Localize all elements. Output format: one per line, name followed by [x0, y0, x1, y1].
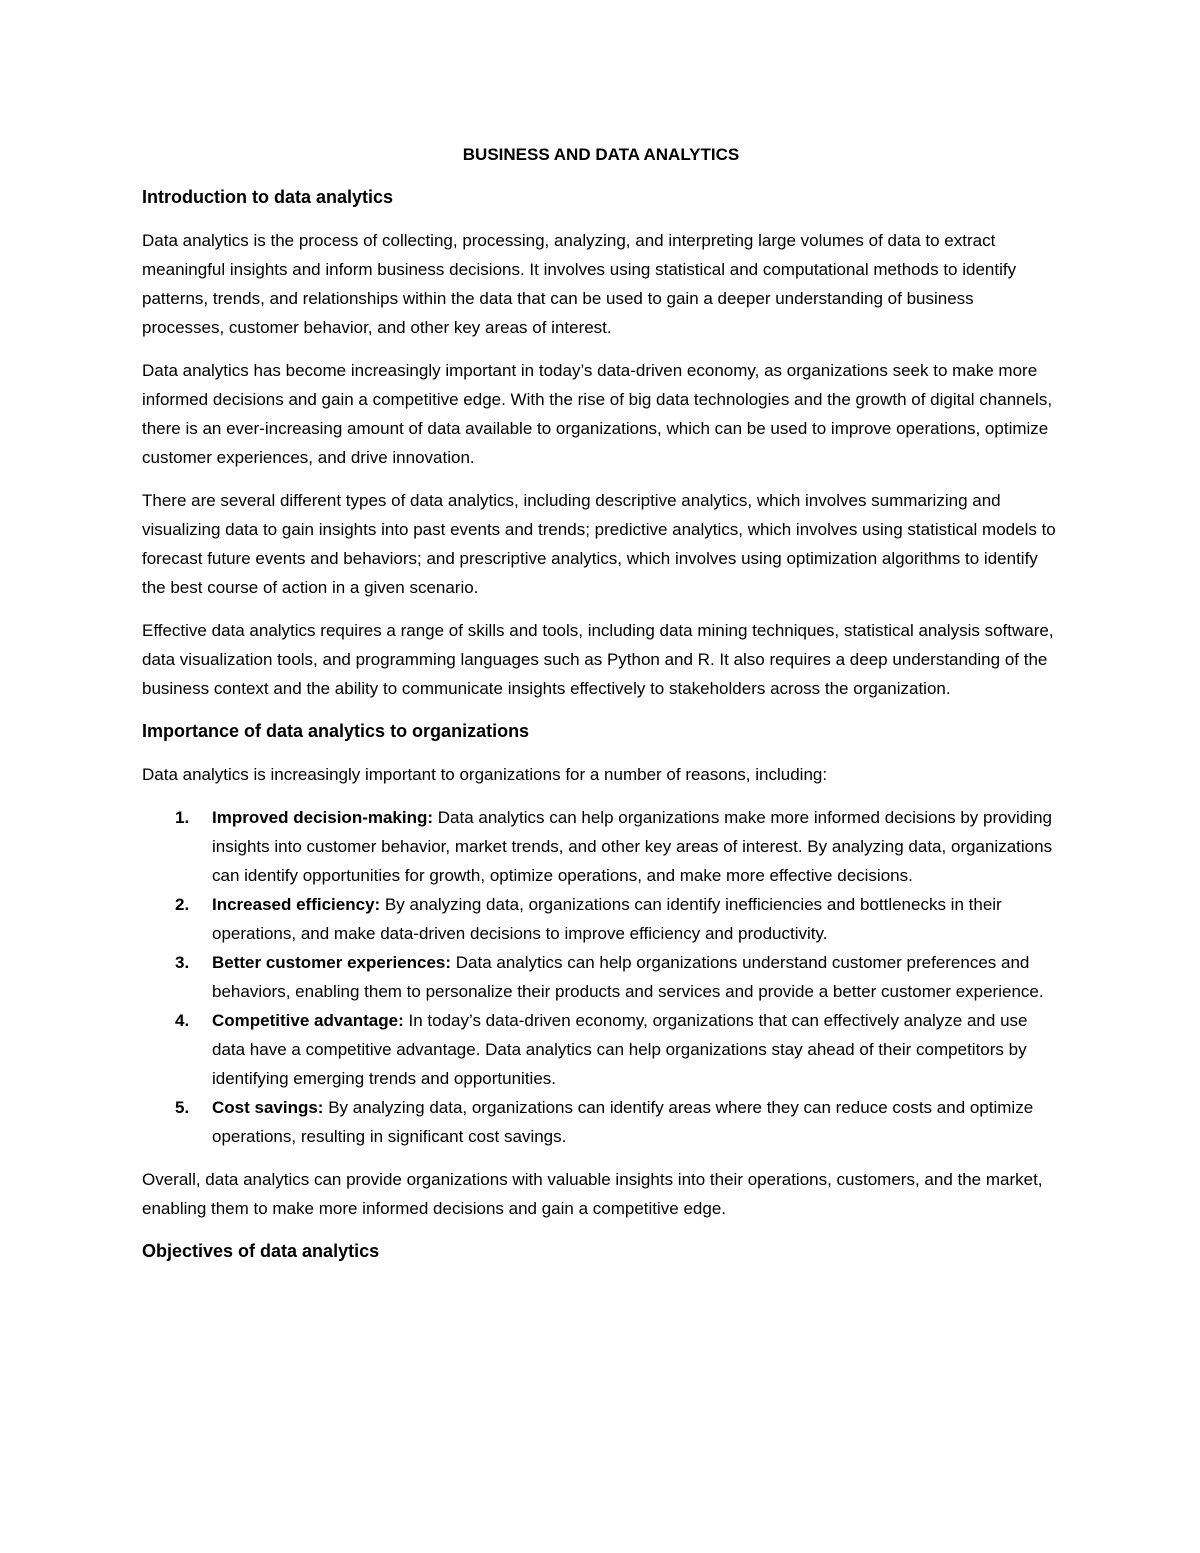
list-item-text: Data analytics can help organizations understand customer preferences and behaviors, enabling them to personalize their products and services and provide a better customer experience.	[212, 953, 1044, 1001]
document-page	[142, 140, 1060, 1280]
intro-paragraph-2: Data analytics has become increasingly important in today’s data-driven economy, as organizations seek to make more informed decisions and gain a competitive edge. With the rise of big data technologies and the growth of digital channels, there is an ever-increasing amount of data available to organizations, which can be used to improve operations, optimize customer experiences, and drive innovation.	[142, 361, 1053, 467]
list-item-number: 2.	[175, 895, 190, 914]
list-item-term: Increased efficiency:	[212, 895, 381, 914]
intro-paragraph-3: There are several different types of data analytics, including descriptive analytics, which involves summarizing and visualizing data to gain insights into past events and trends; predictive analytics, which involves using statistical models to forecast future events and behaviors; and prescriptive analytics, which involves using optimization algorithms to identify the best course of action in a given scenario.	[142, 491, 1056, 597]
importance-conclusion-paragraph: Overall, data analytics can provide organizations with valuable insights into their operations, customers, and the market, enabling them to make more informed decisions and gain a competitive edge.	[142, 1170, 1043, 1218]
list-item	[142, 890, 1060, 948]
list-item	[142, 1093, 1060, 1151]
list-item-text: By analyzing data, organizations can identify inefficiencies and bottlenecks in their operations, and make data-driven decisions to improve efficiency and productivity.	[212, 895, 1002, 943]
section-heading-importance: Importance of data analytics to organizations	[142, 721, 530, 741]
list-item-text: Data analytics can help organizations make more informed decisions by providing insights into customer behavior, market trends, and other key areas of interest. By analyzing data, organizations can identify opportunities for growth, optimize operations, and make more effective decisions.	[212, 808, 1053, 885]
list-item-text: In today’s data-driven economy, organizations that can effectively analyze and use data have a competitive advantage. Data analytics can help organizations stay ahead of their competitors by identifying emerging trends and opportunities.	[212, 1011, 1028, 1088]
section-heading-objectives: Objectives of data analytics	[142, 1241, 380, 1261]
list-item-text: By analyzing data, organizations can identify areas where they can reduce costs and optimize operations, resulting in significant cost savings.	[212, 1098, 1034, 1146]
intro-paragraph-1: Data analytics is the process of collecting, processing, analyzing, and interpreting large volumes of data to extract meaningful insights and inform business decisions. It involves using statistical and computational methods to identify patterns, trends, and relationships within the data that can be used to gain a deeper understanding of business processes, customer behavior, and other key areas of interest.	[142, 231, 1017, 337]
document-title: BUSINESS AND DATA ANALYTICS	[462, 145, 740, 164]
list-item-term: Cost savings:	[212, 1098, 324, 1117]
list-item	[142, 1006, 1060, 1093]
list-item	[142, 948, 1060, 1006]
list-item-number: 1.	[175, 808, 190, 827]
importance-intro-paragraph: Data analytics is increasingly important to organizations for a number of reasons, including:	[142, 765, 828, 784]
list-item-number: 4.	[175, 1011, 190, 1030]
list-item-term: Improved decision-making:	[212, 808, 434, 827]
list-item-term: Competitive advantage:	[212, 1011, 404, 1030]
list-item-number: 3.	[175, 953, 190, 972]
list-item-number: 5.	[175, 1098, 190, 1117]
section-heading-introduction: Introduction to data analytics	[142, 187, 394, 207]
list-item-term: Better customer experiences:	[212, 953, 452, 972]
intro-paragraph-4: Effective data analytics requires a range of skills and tools, including data mining techniques, statistical analysis software, data visualization tools, and programming languages such as Python and R. It also requires a deep understanding of the business context and the ability to communicate insights effectively to stakeholders across the organization.	[142, 621, 1054, 698]
importance-list	[142, 803, 1060, 1151]
list-item	[142, 803, 1060, 890]
